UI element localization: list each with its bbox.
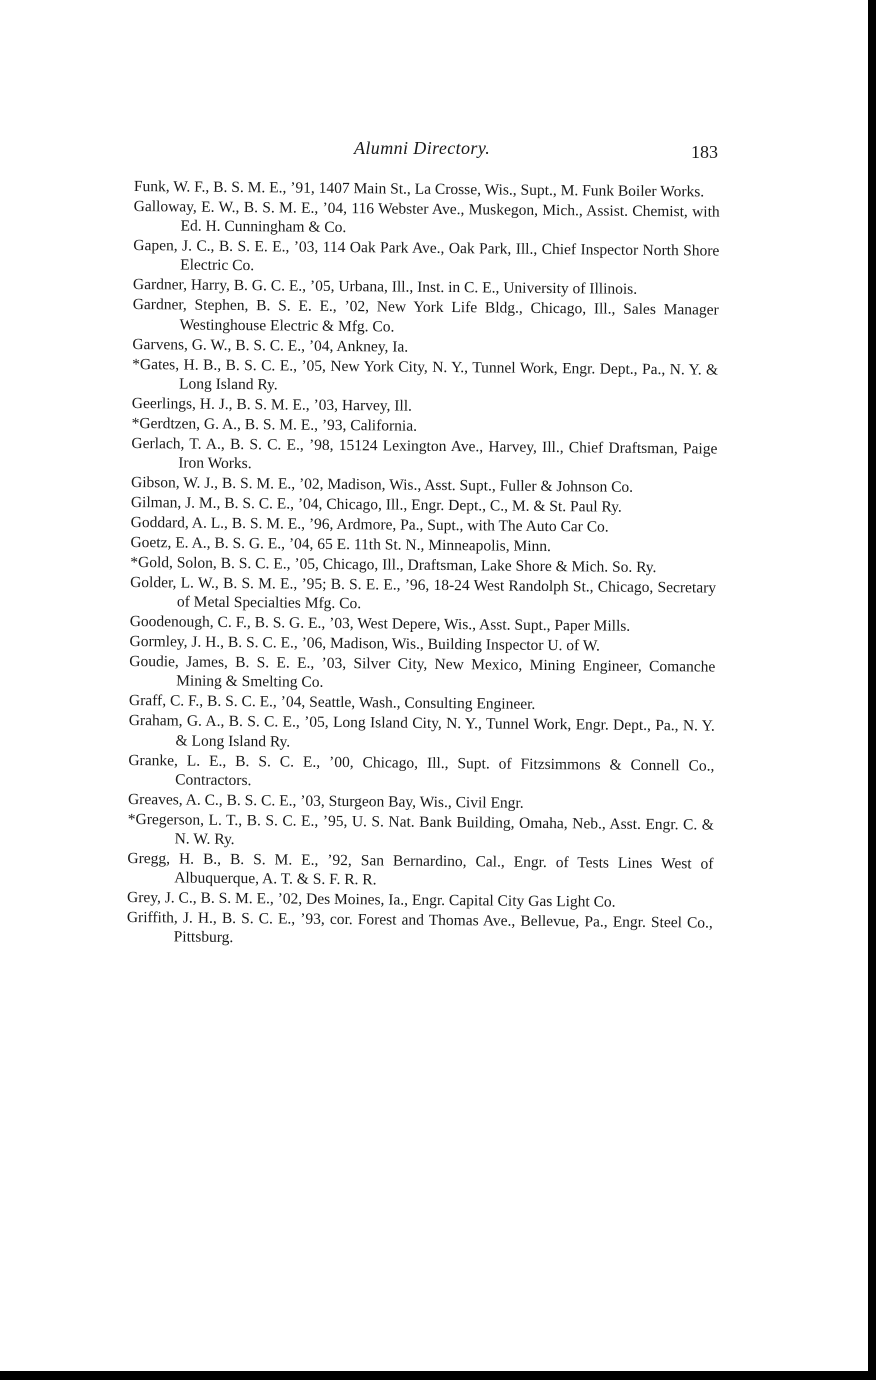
directory-entry: Gibson, W. J., B. S. M. E., ’02, Madison, Wis., Asst. Supt., Fuller & Johnson Co.: [130, 474, 634, 496]
directory-entry: Gerlach, T. A., B. S. C. E., ’98, 15124 Lexington Ave., Harvey, Ill., Chief Draftsman, Paige Iron Works.: [131, 434, 718, 473]
directory-entry: Goodenough, C. F., B. S. G. E., ’03, West Depere, Wis., Asst. Supt., Paper Mills.: [129, 613, 631, 636]
page-border-bottom: [0, 1371, 876, 1380]
directory-entry: Goudie, James, B. S. E. E., ’03, Silver City, New Mexico, Mining Engineer, Comanche Mining & Smelting Co.: [129, 653, 716, 692]
directory-entry: Griffith, J. H., B. S. C. E., ’93, cor. Forest and Thomas Ave., Bellevue, Pa., Engr. Steel Co., Pittsburg.: [126, 909, 713, 947]
page-header: [140, 138, 720, 166]
directory-entry: Gilman, J. M., B. S. C. E., ’04, Chicago, Ill., Engr. Dept., C., M. & St. Paul Ry.: [130, 494, 622, 516]
directory-entry: Gapen, J. C., B. S. E. E., ’03, 114 Oak Park Ave., Oak Park, Ill., Chief Inspector North Shore Electric Co.: [133, 237, 720, 275]
directory-entry: Graham, G. A., B. S. C. E., ’05, Long Island City, N. Y., Tunnel Work, Engr. Dept., Pa., N. Y. & Long Island Ry.: [128, 712, 715, 751]
directory-entry: Graff, C. F., B. S. C. E., ’04, Seattle, Wash., Consulting Engineer.: [128, 692, 536, 714]
directory-entry: Gardner, Stephen, B. S. E. E., ’02, New York Life Bldg., Chicago, Ill., Sales Manager Westinghouse Electric & Mfg. Co.: [132, 296, 719, 336]
running-title: Alumni Directory.: [354, 138, 491, 158]
directory-entry: *Gregerson, L. T., B. S. C. E., ’95, U. S. Nat. Bank Building, Omaha, Neb., Asst. Engr. C. & N. W. Ry.: [127, 810, 714, 849]
directory-entry: *Gates, H. B., B. S. C. E., ’05, New York City, N. Y., Tunnel Work, Engr. Dept., Pa., N. Y. & Long Island Ry.: [132, 355, 719, 394]
directory-entry: *Gold, Solon, B. S. C. E., ’05, Chicago, Ill., Draftsman, Lake Shore & Mich. So. Ry.: [130, 553, 657, 577]
directory-entry: Greaves, A. C., B. S. C. E., ’03, Sturgeon Bay, Wis., Civil Engr.: [127, 790, 524, 812]
directory-entry: Goetz, E. A., B. S. G. E., ’04, 65 E. 11th St. N., Minneapolis, Minn.: [130, 533, 552, 556]
directory-entry: Grey, J. C., B. S. M. E., ’02, Des Moines, Ia., Engr. Capital City Gas Light Co.: [126, 889, 616, 911]
directory-entry: Goddard, A. L., B. S. M. E., ’96, Ardmore, Pa., Supt., with The Auto Car Co.: [130, 514, 609, 536]
directory-entries: [127, 177, 720, 953]
directory-entry: Golder, L. W., B. S. M. E., ’95; B. S. E. E., ’96, 18-24 West Randolph St., Chicago, Secretary of Metal Specialties Mfg. Co.: [130, 573, 717, 613]
page-number: 183: [691, 142, 718, 162]
directory-entry: Funk, W. F., B. S. M. E., ’91, 1407 Main St., La Crosse, Wis., Supt., M. Funk Boiler Works.: [133, 177, 705, 201]
directory-entry: *Gerdtzen, G. A., B. S. M. E., ’93, California.: [131, 414, 418, 435]
directory-entry: Gregg, H. B., B. S. M. E., ’92, San Bernardino, Cal., Engr. of Tests Lines West of Albuquerque, A. T. & S. F. R. R.: [127, 850, 714, 889]
directory-entry: Granke, L. E., B. S. C. E., ’00, Chicago, Ill., Supt. of Fitzsimmons & Connell Co., Contractors.: [128, 751, 715, 789]
directory-entry: Garvens, G. W., B. S. C. E., ’04, Ankney, Ia.: [132, 335, 409, 356]
directory-entry: Gardner, Harry, B. G. C. E., ’05, Urbana, Ill., Inst. in C. E., University of Illinois.: [132, 276, 638, 299]
directory-entry: Geerlings, H. J., B. S. M. E., ’03, Harvey, Ill.: [131, 394, 413, 415]
page-border-right: [868, 0, 876, 1380]
directory-entry: Gormley, J. H., B. S. C. E., ’06, Madison, Wis., Building Inspector U. of W.: [129, 633, 601, 655]
directory-entry: Galloway, E. W., B. S. M. E., ’04, 116 Webster Ave., Muskegon, Mich., Assist. Chemist, with Ed. H. Cunningham & Co.: [133, 197, 720, 237]
